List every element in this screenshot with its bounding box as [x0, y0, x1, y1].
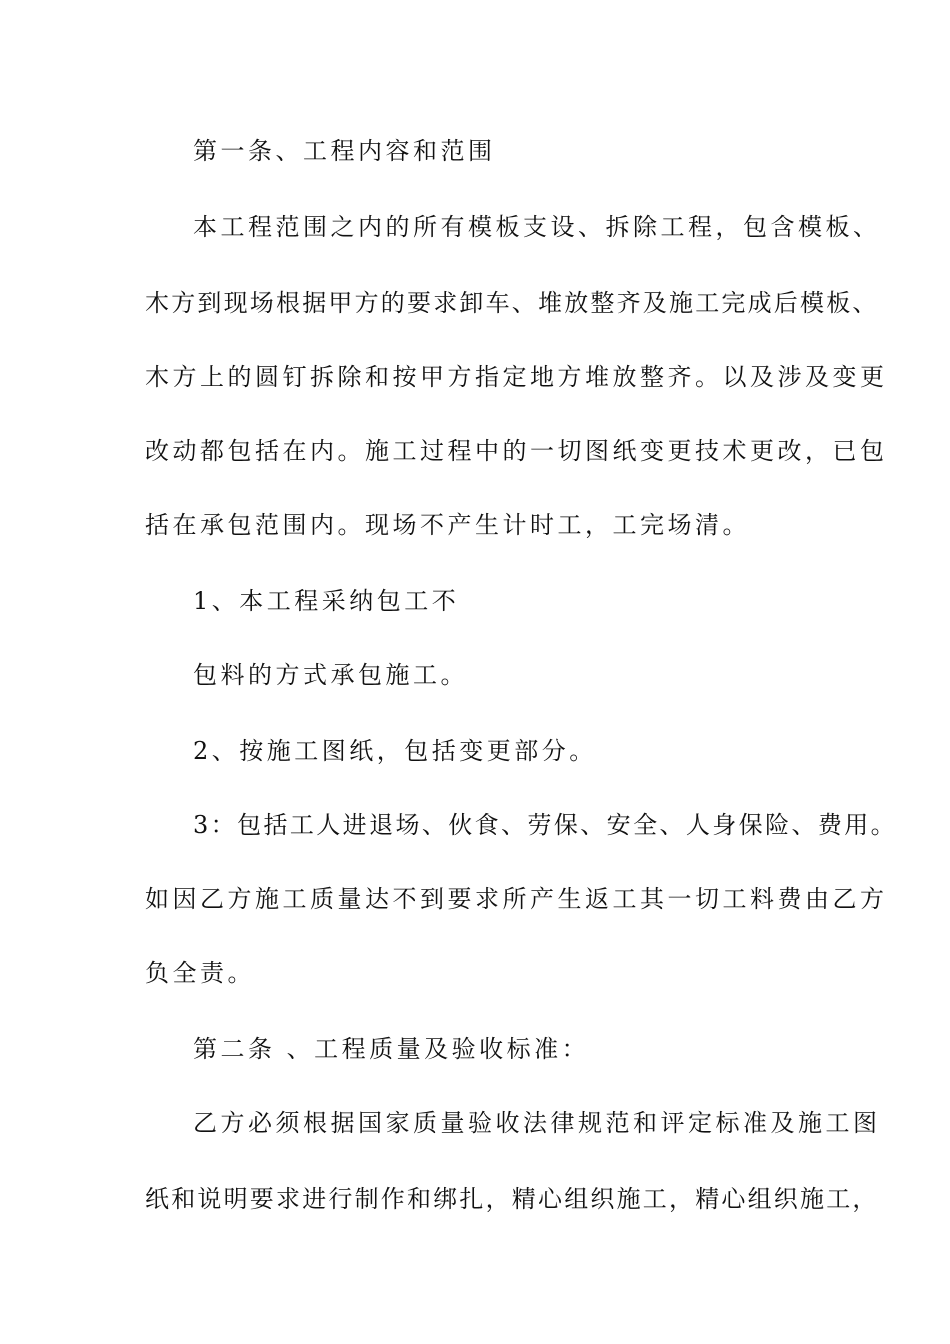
- paragraph-line: 改动都包括在内。施工过程中的一切图纸变更技术更改，已包: [145, 437, 888, 465]
- paragraph-line: 木方上的圆钉拆除和按甲方指定地方堆放整齐。以及涉及变更: [145, 363, 888, 391]
- list-item-line: 1、本工程采纳包工不: [193, 587, 460, 615]
- list-item-line: 包料的方式承包施工。: [193, 661, 468, 689]
- paragraph-line: 乙方必须根据国家质量验收法律规范和评定标准及施工图: [193, 1109, 881, 1137]
- paragraph-line: 本工程范围之内的所有模板支设、拆除工程，包含模板、: [193, 213, 881, 241]
- list-item-line: 3：包括工人进退场、伙食、劳保、安全、人身保险、费用。: [193, 811, 898, 839]
- section-heading-1: 第一条、工程内容和范围: [193, 137, 496, 165]
- paragraph-line: 纸和说明要求进行制作和绑扎，精心组织施工，精心组织施工，: [145, 1185, 879, 1213]
- paragraph-line: 木方到现场根据甲方的要求卸车、堆放整齐及施工完成后模板、: [145, 289, 879, 317]
- section-heading-2: 第二条 、工程质量及验收标准：: [193, 1035, 590, 1063]
- paragraph-line: 如因乙方施工质量达不到要求所产生返工其一切工料费由乙方: [145, 885, 888, 913]
- paragraph-line: 括在承包范围内。现场不产生计时工，工完场清。: [145, 511, 750, 539]
- paragraph-line: 负全责。: [145, 959, 255, 987]
- list-item-line: 2、按施工图纸，包括变更部分。: [193, 737, 597, 765]
